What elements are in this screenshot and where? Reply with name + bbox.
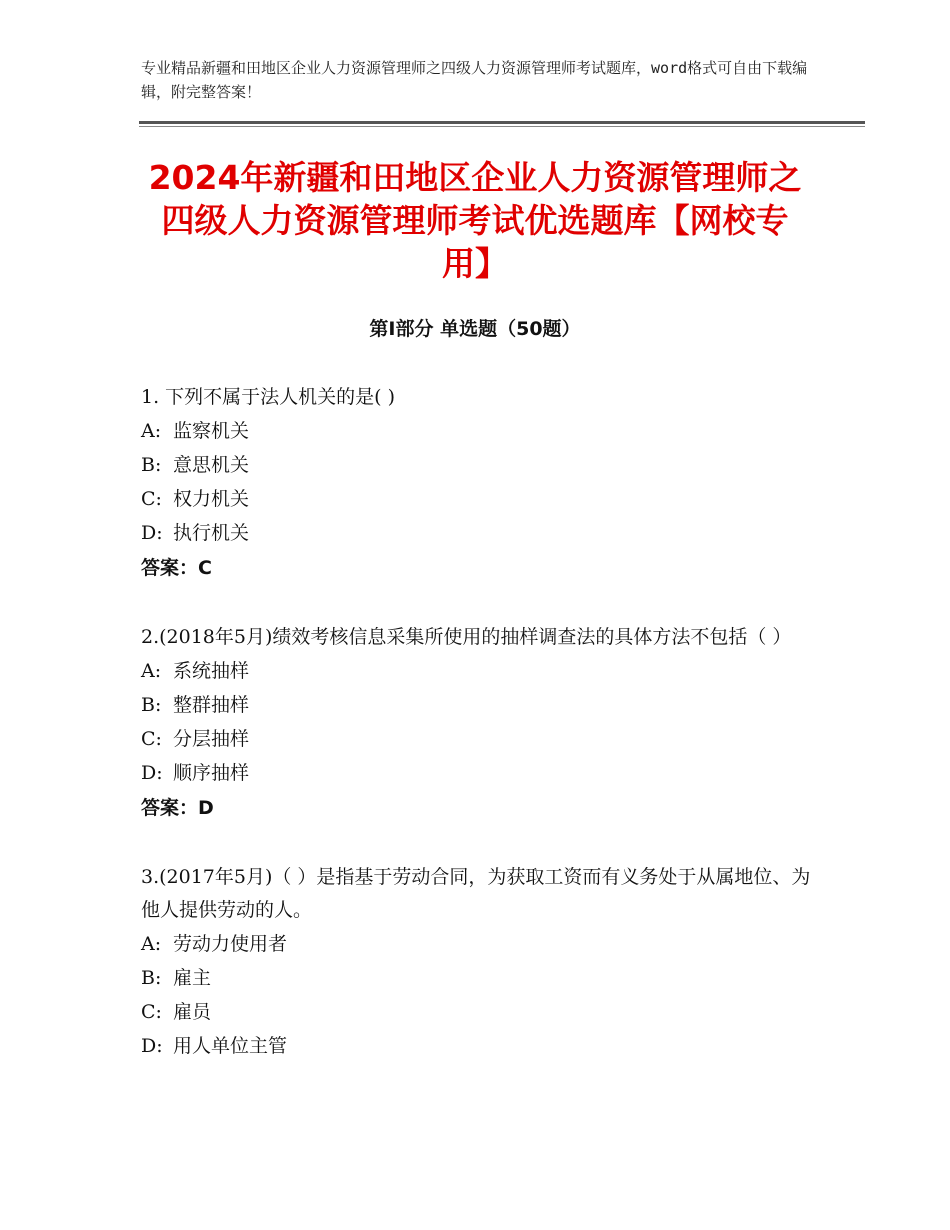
option-text: 执行机关 xyxy=(173,522,250,544)
option-text: 劳动力使用者 xyxy=(173,933,288,955)
option-text: 意思机关 xyxy=(173,454,250,476)
option-text: 用人单位主管 xyxy=(173,1035,288,1057)
option-letter: B: xyxy=(141,694,162,716)
option-letter: D: xyxy=(141,762,163,784)
option-letter: C: xyxy=(141,1001,162,1023)
question-1 xyxy=(141,381,811,586)
option-b xyxy=(141,448,811,482)
option-a xyxy=(141,414,811,448)
answer: 答案：C xyxy=(141,557,212,579)
option-c xyxy=(141,482,811,516)
option-text: 顺序抽样 xyxy=(173,762,250,784)
option-a xyxy=(141,927,811,961)
option-letter: B: xyxy=(141,967,162,989)
option-b xyxy=(141,688,811,722)
option-letter: A: xyxy=(141,420,162,442)
document-title: 2024年新疆和田地区企业人力资源管理师之四级人力资源管理师考试优选题库【网校专用】 xyxy=(148,158,802,283)
option-text: 雇员 xyxy=(173,1001,212,1023)
option-letter: A: xyxy=(141,660,162,682)
question-3 xyxy=(141,861,811,1063)
option-letter: B: xyxy=(141,454,162,476)
question-2 xyxy=(141,621,811,826)
option-a xyxy=(141,654,811,688)
answer: 答案：D xyxy=(141,797,214,819)
option-letter: A: xyxy=(141,933,162,955)
option-letter: D: xyxy=(141,1035,163,1057)
option-d xyxy=(141,516,811,550)
option-text: 分层抽样 xyxy=(173,728,250,750)
header-divider-thin xyxy=(139,126,865,127)
header-note: 专业精品新疆和田地区企业人力资源管理师之四级人力资源管理师考试题库，word格式可自由下载编辑，附完整答案！ xyxy=(141,59,808,101)
question-stem: 2.(2018年5月)绩效考核信息采集所使用的抽样调查法的具体方法不包括（ ） xyxy=(141,626,792,648)
option-text: 整群抽样 xyxy=(173,694,250,716)
option-letter: D: xyxy=(141,522,163,544)
option-d xyxy=(141,756,811,790)
option-b xyxy=(141,961,811,995)
option-text: 雇主 xyxy=(173,967,212,989)
option-c xyxy=(141,995,811,1029)
option-text: 权力机关 xyxy=(173,488,250,510)
question-list xyxy=(141,381,811,1098)
question-stem: 3.(2017年5月)（ ）是指基于劳动合同，为获取工资而有义务处于从属地位、为他人提供劳动的人。 xyxy=(141,866,811,921)
option-text: 系统抽样 xyxy=(173,660,250,682)
option-d xyxy=(141,1029,811,1063)
option-letter: C: xyxy=(141,488,162,510)
question-stem: 1. 下列不属于法人机关的是( ) xyxy=(141,386,396,408)
option-text: 监察机关 xyxy=(173,420,250,442)
header-divider-thick xyxy=(139,121,865,124)
option-letter: C: xyxy=(141,728,162,750)
section-title: 第Ⅰ部分 单选题（50题） xyxy=(369,318,581,340)
option-c xyxy=(141,722,811,756)
